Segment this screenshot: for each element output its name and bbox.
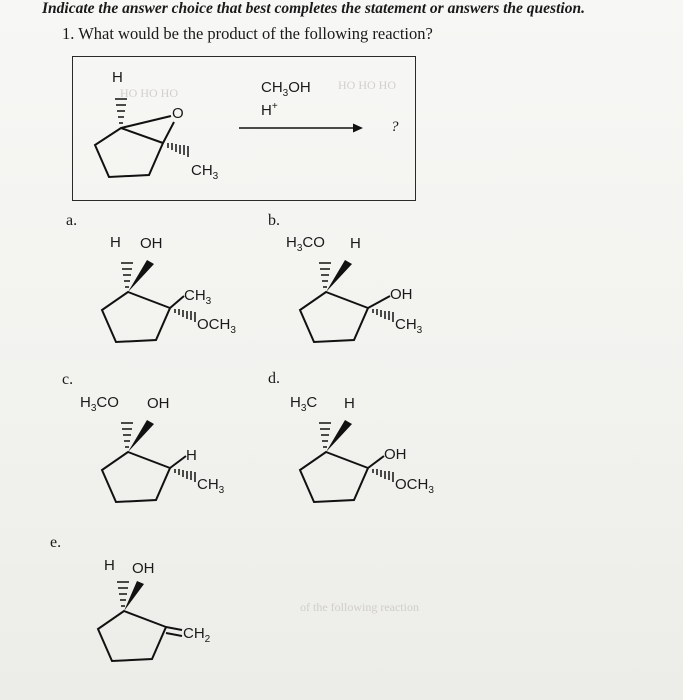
question-1: 1. What would be the product of the following reaction? xyxy=(62,24,433,43)
choice-d-structure[interactable] xyxy=(278,392,448,522)
reagent-methanol: $CH_3OH$ xyxy=(261,79,311,99)
choice-b-h3co: $H_3CO$ xyxy=(286,234,325,254)
choice-b-structure[interactable] xyxy=(278,232,448,362)
choice-b-oh: OH xyxy=(390,286,413,303)
methyl-label: $CH_3$ xyxy=(191,162,219,182)
choice-d-och3: $OCH_3$ xyxy=(395,476,434,496)
bleed-through-text: HO HO HO xyxy=(338,78,396,92)
bleed-through-text: of the following reaction xyxy=(300,600,419,614)
choice-e-oh: OH xyxy=(132,560,155,577)
choice-b-h: H xyxy=(350,235,361,252)
choice-e-ring xyxy=(80,555,250,685)
choice-a-h: H xyxy=(110,234,121,251)
instructions: Indicate the answer choice that best completes the statement or answers the question. xyxy=(42,0,585,17)
starting-material-epoxide xyxy=(73,57,415,200)
choice-c-structure[interactable] xyxy=(80,392,250,522)
reagent-acid: H+ xyxy=(261,101,278,119)
choice-e-label[interactable]: e. xyxy=(50,534,62,551)
choice-e-h: H xyxy=(104,557,115,574)
choice-a-ring xyxy=(80,232,250,362)
choice-b-label[interactable]: b. xyxy=(268,212,280,229)
product-unknown: ? xyxy=(391,119,399,135)
choice-a-label[interactable]: a. xyxy=(66,212,78,229)
choice-b-ch3: $CH_3$ xyxy=(395,316,423,336)
h-label: H xyxy=(112,69,123,86)
choice-d-h3c: $H_3C$ xyxy=(290,394,318,414)
choice-a-structure[interactable] xyxy=(80,232,250,362)
choice-a-oh: OH xyxy=(140,235,163,252)
choice-d-h: H xyxy=(344,395,355,412)
choice-a-ch3: $CH_3$ xyxy=(184,287,212,307)
choice-d-oh: OH xyxy=(384,446,407,463)
choice-a-och3: $OCH_3$ xyxy=(197,316,236,336)
choice-d-label[interactable]: d. xyxy=(268,370,280,387)
choice-c-h: H xyxy=(186,447,197,464)
choice-c-ch3: $CH_3$ xyxy=(197,476,225,496)
bleed-through-text: HO HO HO xyxy=(120,86,178,100)
choice-c-h3co: $H_3CO$ xyxy=(80,394,119,414)
reaction-box xyxy=(72,56,416,201)
choice-e-structure[interactable] xyxy=(80,555,250,685)
choice-c-oh: OH xyxy=(147,395,170,412)
choice-e-ch2: $CH_2$ xyxy=(183,625,211,645)
choice-c-label[interactable]: c. xyxy=(62,371,74,388)
oxygen-label: O xyxy=(172,105,184,122)
